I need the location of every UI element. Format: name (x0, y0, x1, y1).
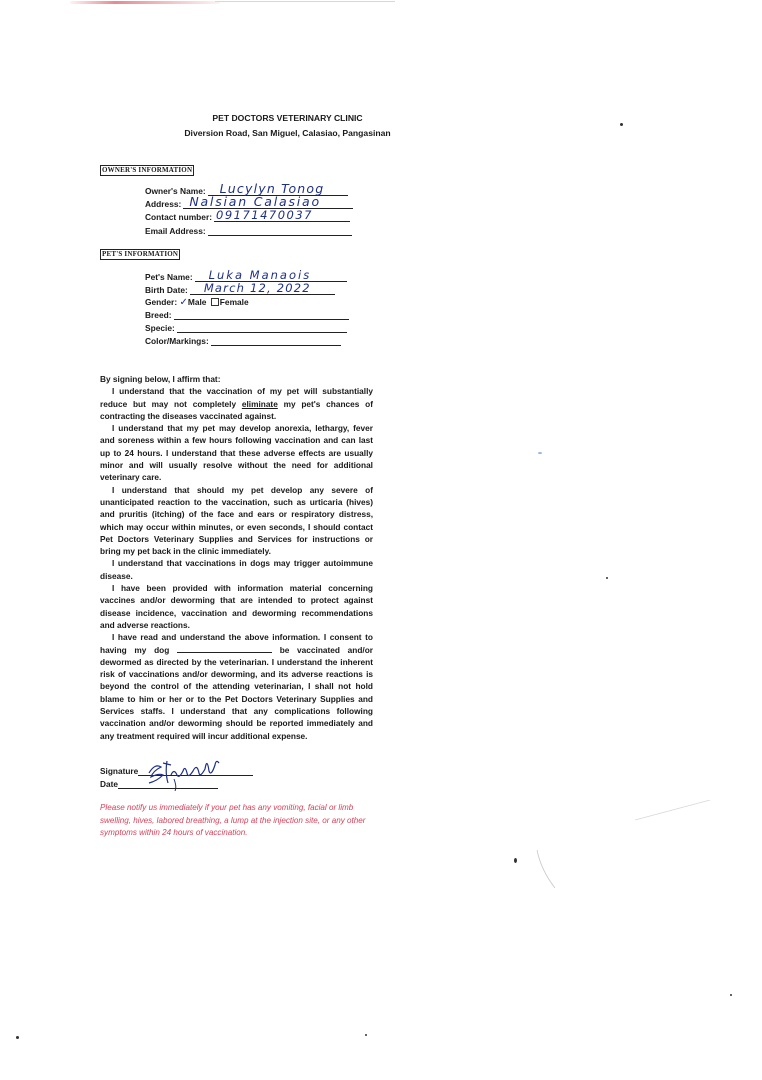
birth-date-field[interactable] (145, 281, 335, 295)
signature-label: Signature (100, 766, 139, 776)
specie-field[interactable] (145, 322, 347, 333)
specie-label: Specie: (145, 323, 175, 333)
clinic-address: Diversion Road, San Miguel, Calasiao, Pangasinan (184, 128, 391, 138)
top-edge-mark (70, 0, 220, 6)
affirmation-intro: By signing below, I affirm that: (100, 374, 221, 384)
scan-speck (730, 994, 732, 996)
pet-name-label: Pet's Name: (145, 272, 193, 282)
email-line[interactable] (208, 225, 352, 236)
breed-field[interactable] (145, 309, 349, 320)
gender-male-label: Male (187, 297, 207, 307)
affirmation-paragraph-3: I understand that should my pet develop any severe of unanticipated reaction to the vaccination, such as urticaria (hives) and pruritis (itching) of the face and ears or respiratory distress, which may occur within minutes, or even seconds, I should contact Pet Doctors Veterinary Supplies and Services for instructions or bring my pet back in the clinic immediately. (100, 484, 373, 557)
male-checkbox-checked[interactable]: ✓ (179, 297, 188, 308)
contact-field[interactable] (145, 208, 350, 222)
gender-field[interactable] (145, 297, 249, 308)
owner-section-tag: OWNER'S INFORMATION (102, 166, 193, 174)
scan-speck (620, 123, 623, 126)
owner-name-value: Lucylyn Tonog (219, 181, 325, 196)
female-checkbox[interactable] (211, 298, 219, 306)
owner-name-label: Owner's Name: (145, 186, 206, 196)
color-markings-field[interactable] (145, 335, 341, 346)
date-label: Date (100, 779, 118, 789)
gender-label: Gender: (145, 297, 178, 307)
address-value: Nalsian Calasiao (189, 194, 321, 209)
scan-speck (538, 452, 542, 454)
scan-speck (606, 577, 608, 579)
date-field[interactable] (100, 779, 218, 789)
affirmation-paragraph-2: I understand that my pet may develop anorexia, lethargy, fever and soreness within a few hours following vaccination and can last up to 24 hours. I understand that these adverse effects are usually minor and will usually resolve without the need for additional veterinary care. (100, 423, 373, 483)
affirmation-paragraph-1: I understand that the vaccination of my pet will substantially reduce but may not completely eliminate my pet's chances of contracting the diseases vaccinated against. (100, 386, 373, 421)
contact-line[interactable] (214, 208, 350, 222)
breed-label: Breed: (145, 310, 172, 320)
email-field[interactable] (145, 225, 352, 236)
color-markings-label: Color/Markings: (145, 336, 209, 346)
breed-line[interactable] (174, 309, 349, 320)
pet-name-value: Luka Manaois (208, 268, 312, 282)
affirmation-paragraph-4: I understand that vaccinations in dogs may trigger autoimmune disease. (100, 558, 373, 581)
pet-section-tag: PET'S INFORMATION (102, 250, 179, 258)
contact-value: 09171470037 (216, 208, 313, 222)
top-edge-line (215, 1, 395, 2)
clinic-name: PET DOCTORS VETERINARY CLINIC (212, 113, 363, 123)
vaccination-notice: Please notify us immediately if your pet has any vomiting, facial or limb swelling, hives, labored breathing, a lump at the injection site, or any other symptoms within 24 hours of vaccination. (100, 803, 366, 838)
contact-label: Contact number: (145, 212, 212, 222)
email-label: Email Address: (145, 226, 206, 236)
address-label: Address: (145, 199, 182, 209)
eliminate-underlined: eliminate (241, 398, 278, 409)
scan-speck (16, 1036, 19, 1039)
birth-date-value: March 12, 2022 (203, 281, 311, 295)
specie-line[interactable] (177, 322, 347, 333)
gender-female-label: Female (219, 297, 249, 307)
scan-artifact-line (535, 800, 715, 900)
date-line[interactable] (118, 779, 218, 789)
dog-name-blank[interactable] (177, 644, 272, 653)
scan-speck (514, 858, 517, 863)
birth-date-label: Birth Date: (145, 285, 188, 295)
affirmation-text (100, 373, 373, 742)
scan-speck (365, 1034, 367, 1036)
affirmation-paragraph-5: I have been provided with information material concerning vaccines and/or deworming that are intended to protect against disease incidence, vaccination and deworming recommendations and adverse reactions. (100, 583, 373, 630)
clinic-header (100, 111, 475, 141)
birth-date-line[interactable] (190, 281, 335, 295)
color-markings-line[interactable] (211, 335, 341, 346)
affirmation-paragraph-6: I have read and understand the above information. I consent to having my dog be vaccinated and/or dewormed as directed by the veterinarian. I understand the inherent risk of vaccinations and/or deworming, and its adverse reactions is beyond the control of the attending veterinarian, I shall not hold blame to him or her or to the Pet Doctors Veterinary Supplies and Services staffs. I understand that any complications following vaccination and/or deworming should be reported immediately and any treatment required will incur additional expense. (100, 632, 373, 741)
